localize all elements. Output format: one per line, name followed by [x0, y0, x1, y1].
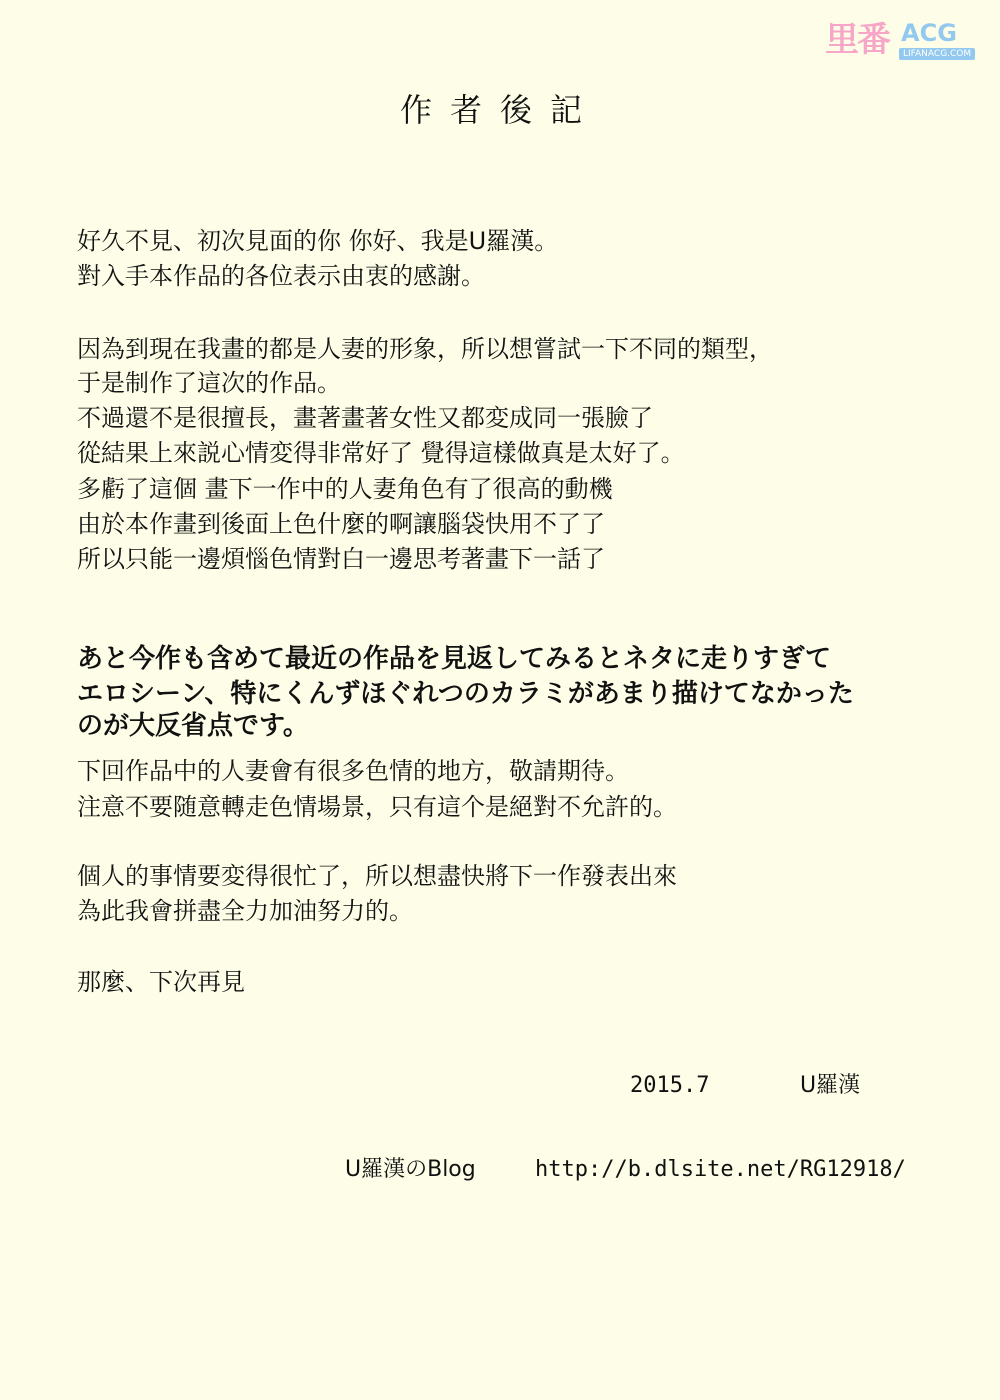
- site-watermark-logo: [825, 20, 970, 62]
- blog-url: http://b.dlsite.net/RG12918/: [535, 1157, 906, 1182]
- text-line: エロシーン、特にくんずほぐれつのカラミがあまり描けてなかった: [77, 679, 854, 709]
- text-line: 不過還不是很擅長，畫著畫著女性又都変成同一張臉了: [77, 404, 653, 432]
- watermark-logo-url: LIFANACG.COM: [899, 48, 975, 60]
- text-line: 個人的事情要変得很忙了，所以想盡快將下一作發表出來: [77, 862, 677, 890]
- text-line: 為此我會拼盡全力加油努力的。: [77, 897, 413, 925]
- text-line: 好久不見、初次見面的你 你好、我是U羅漢。: [77, 227, 559, 255]
- text-line: 多虧了這個 畫下一作中的人妻角色有了很高的動機: [77, 475, 613, 503]
- watermark-logo-latin: ACG: [901, 19, 957, 47]
- text-line: 注意不要随意轉走色情場景，只有這个是絕對不允許的。: [77, 793, 677, 821]
- text-line: 于是制作了這次的作品。: [77, 369, 341, 397]
- text-line: 由於本作畫到後面上色什麼的啊讓腦袋快用不了了: [77, 510, 605, 538]
- text-line: あと今作も含めて最近の作品を見返してみるとネタに走りすぎて: [77, 644, 832, 674]
- page-title: 作者後記: [399, 91, 600, 129]
- text-line: 下回作品中的人妻會有很多色情的地方，敬請期待。: [77, 757, 629, 785]
- text-line: 所以只能一邊煩惱色情對白一邊思考著畫下一話了: [77, 545, 605, 573]
- signature-author: U羅漢: [800, 1073, 861, 1098]
- blog-label: U羅漢のBlog: [345, 1157, 476, 1182]
- text-line: のが大反省点です。: [77, 711, 309, 741]
- text-line: 那麼、下次再見: [77, 968, 245, 996]
- blog-info: [345, 1152, 906, 1188]
- signature: [630, 1068, 861, 1104]
- signature-date: 2015.7: [630, 1073, 710, 1098]
- text-line: 從結果上來説心情変得非常好了 覺得這樣做真是太好了。: [77, 439, 685, 467]
- text-line: 對入手本作品的各位表示由衷的感謝。: [77, 262, 485, 290]
- watermark-logo-cjk: 里番: [825, 20, 889, 60]
- text-line: 因為到現在我畫的都是人妻的形象，所以想嘗試一下不同的類型，: [77, 335, 773, 363]
